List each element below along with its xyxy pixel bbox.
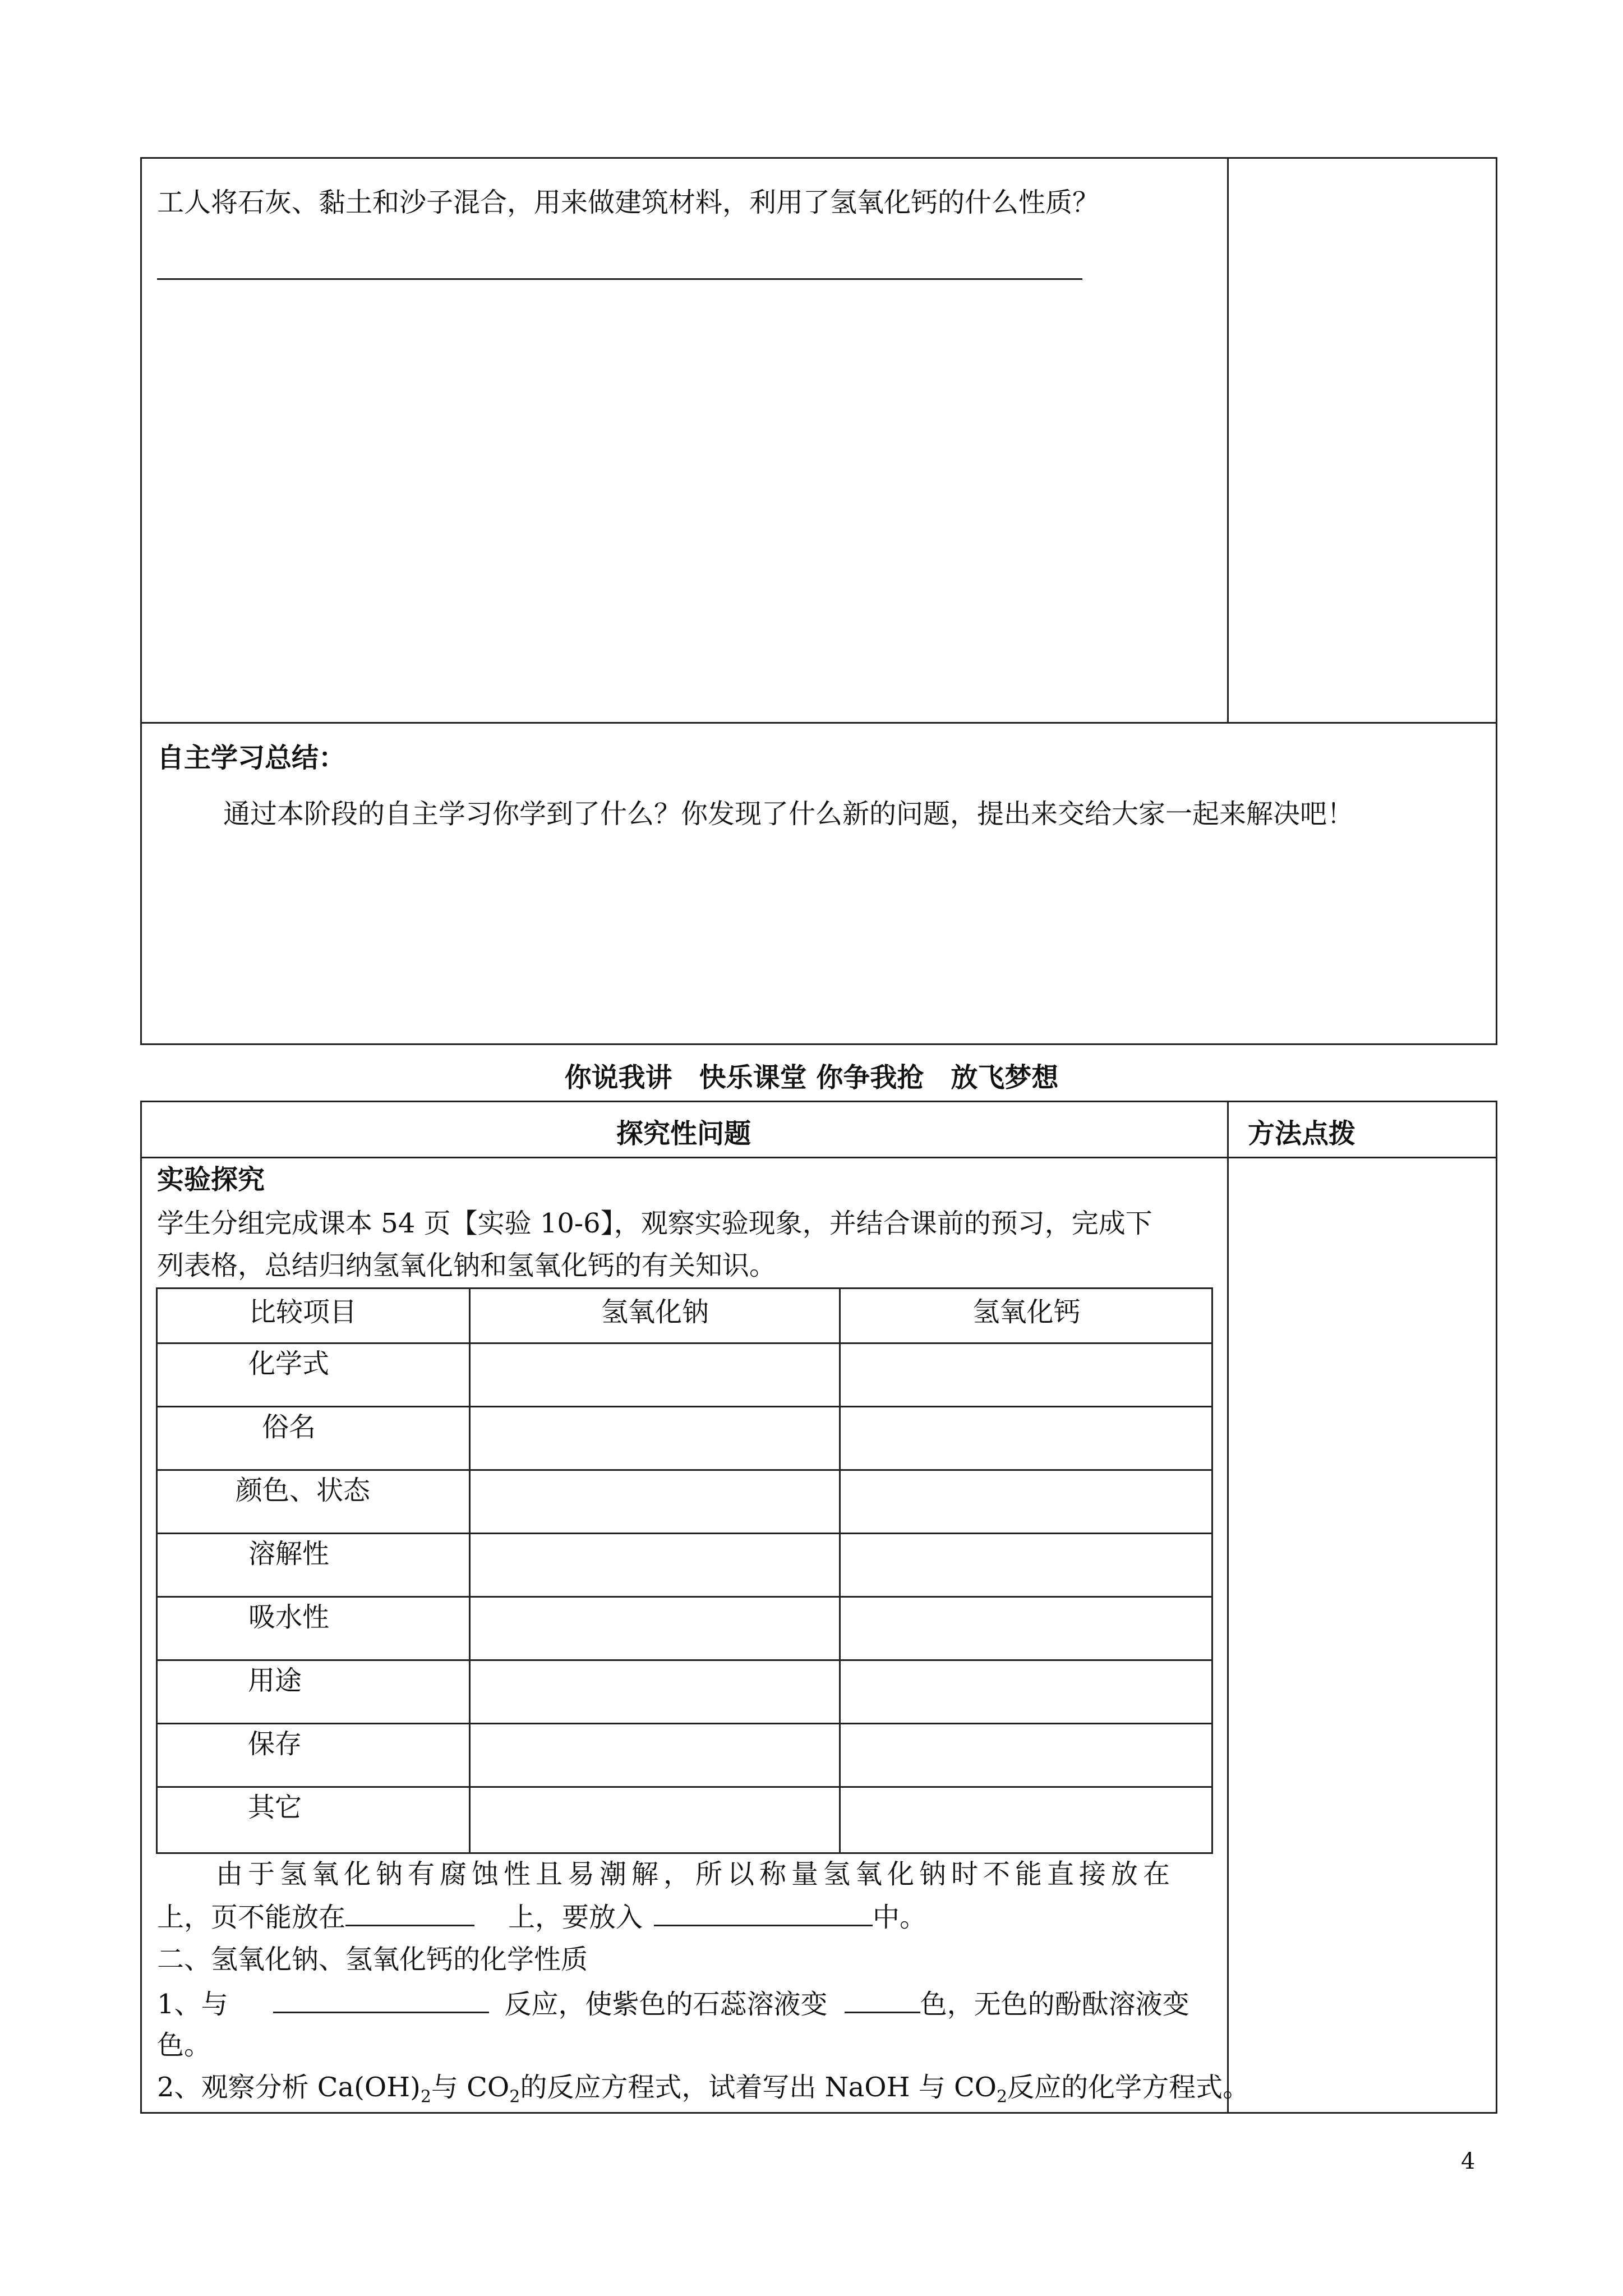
item-2-part-c: 的反应方程式，试着写出 NaOH 与 CO xyxy=(520,2072,997,2103)
row-label: 化学式 xyxy=(248,1348,329,1379)
comparison-row-line xyxy=(156,1659,1213,1661)
comparison-row-line xyxy=(156,1533,1213,1534)
item-1-line-2: 色。 xyxy=(157,2030,211,2061)
row-label: 颜色、状态 xyxy=(235,1475,370,1506)
section-2-title: 二、氢氧化钠、氢氧化钙的化学性质 xyxy=(157,1944,588,1975)
row-label: 保存 xyxy=(247,1728,302,1760)
subscript: 2 xyxy=(509,2087,520,2107)
inquiry-column-divider xyxy=(1227,1101,1229,2114)
weighing-note-part-a: 上，页不能放在 xyxy=(157,1902,346,1933)
top-box-column-divider xyxy=(1227,157,1229,724)
item-2-line xyxy=(157,2070,1249,2105)
comparison-row-line xyxy=(156,1786,1213,1788)
item-1-line-1 xyxy=(157,1986,1189,2022)
inquiry-bottom-border xyxy=(140,2112,1497,2114)
item-1-part-b: 反应，使紫色的石蕊溶液变 xyxy=(504,1989,828,2020)
weighing-note-part-c: 中。 xyxy=(873,1902,927,1933)
header-inquiry-questions: 探究性问题 xyxy=(616,1118,751,1149)
page-number: 4 xyxy=(1461,2148,1476,2174)
col-header-naoh: 氢氧化钠 xyxy=(601,1296,709,1328)
weighing-note-part-b: 上，要放入 xyxy=(508,1902,643,1933)
item-1-part-c: 色，无色的酚酞溶液变 xyxy=(920,1989,1189,2020)
weighing-note-line-2 xyxy=(157,1899,926,1935)
inquiry-header-border xyxy=(140,1157,1497,1158)
summary-heading: 自主学习总结： xyxy=(157,742,346,774)
row-label: 吸水性 xyxy=(248,1602,329,1633)
comparison-row-line xyxy=(156,1723,1213,1724)
comparison-row-line xyxy=(156,1406,1213,1407)
blank-3[interactable] xyxy=(273,1986,489,2013)
comparison-row-line xyxy=(156,1596,1213,1598)
blank-2[interactable] xyxy=(654,1899,873,1926)
subscript: 2 xyxy=(420,2087,431,2107)
top-box-top-border xyxy=(140,157,1497,159)
comparison-row-line xyxy=(156,1469,1213,1471)
inquiry-right-border xyxy=(1496,1101,1497,2114)
top-box-bottom-border xyxy=(140,1043,1497,1045)
top-box-divider xyxy=(140,722,1497,724)
answer-line[interactable] xyxy=(157,278,1082,280)
col-header-item: 比较项目 xyxy=(248,1296,357,1328)
section-title-experiment: 实验探究 xyxy=(157,1164,265,1195)
comparison-row-line xyxy=(156,1342,1213,1344)
weighing-note-line-1: 由于氢氧化钠有腐蚀性且易潮解，所以称量氢氧化钠时不能直接放在 xyxy=(216,1858,1175,1890)
row-label: 俗名 xyxy=(261,1411,316,1443)
row-label: 溶解性 xyxy=(248,1538,329,1570)
subscript: 2 xyxy=(997,2087,1008,2107)
comparison-col-line-1 xyxy=(469,1287,471,1854)
row-label: 用途 xyxy=(247,1665,302,1696)
top-box-left-border xyxy=(140,157,142,1045)
inquiry-top-border xyxy=(140,1101,1497,1102)
header-method-tips: 方法点拨 xyxy=(1248,1118,1356,1149)
col-header-caoh2: 氢氧化钙 xyxy=(972,1296,1081,1328)
top-box-right-border xyxy=(1496,157,1497,1045)
inquiry-left-border xyxy=(140,1101,142,2114)
question-text: 工人将石灰、黏土和沙子混合，用来做建筑材料，利用了氢氧化钙的什么性质？ xyxy=(157,187,1100,218)
comparison-col-line-2 xyxy=(839,1287,841,1854)
row-label: 其它 xyxy=(247,1792,302,1823)
item-2-part-d: 反应的化学方程式。 xyxy=(1007,2072,1250,2103)
intro-line-2: 列表格，总结归纳氢氧化钠和氢氧化钙的有关知识。 xyxy=(157,1250,777,1281)
item-2-part-b: 与 CO xyxy=(431,2072,510,2103)
intro-line-1: 学生分组完成课本 54 页【实验 10-6】，观察实验现象，并结合课前的预习，完成下 xyxy=(157,1208,1152,1239)
summary-prompt: 通过本阶段的自主学习你学到了什么？你发现了什么新的问题，提出来交给大家一起来解决吧！ xyxy=(223,798,1354,830)
item-2-part-a: 2、观察分析 Ca(OH) xyxy=(157,2072,421,2103)
blank-4[interactable] xyxy=(845,1986,920,2013)
blank-1[interactable] xyxy=(345,1899,474,1926)
item-1-part-a: 1、与 xyxy=(157,1989,228,2020)
banner-title: 你说我讲 快乐课堂 你争我抢 放飞梦想 xyxy=(564,1062,1059,1093)
